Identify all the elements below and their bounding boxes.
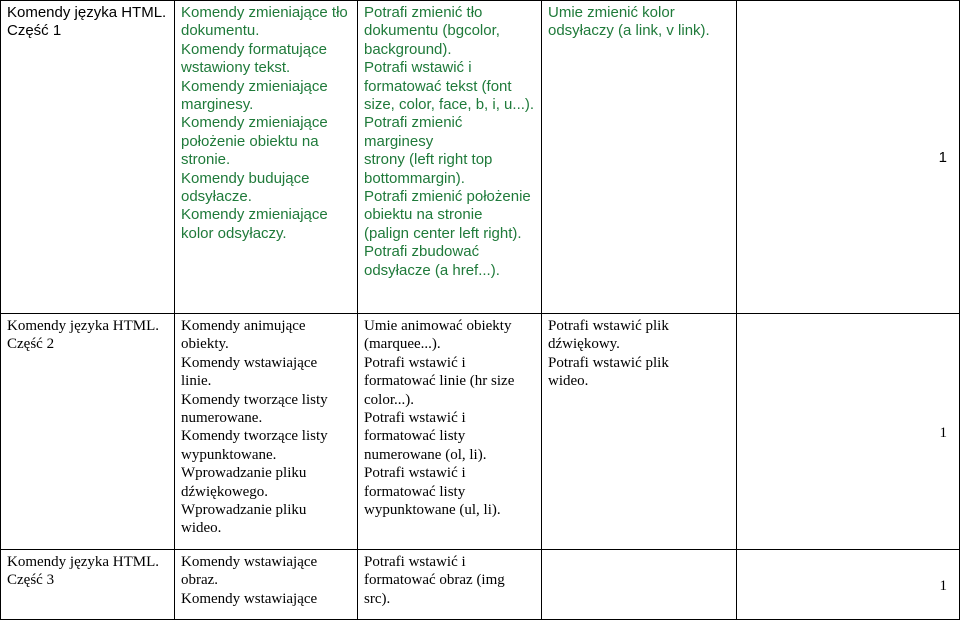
basic-requirements-cell: Umie animować obiekty (marquee...). Potrafi wstawić i formatować linie (hr size color...). Potrafi wstawić i formatować listy numerowane (ol, li). Potrafi wstawić i formatować listy wypunktowane (ul, li). <box>358 314 542 550</box>
topic-cell: Komendy języka HTML. Część 1 <box>1 1 175 314</box>
basic-requirements-cell: Potrafi wstawić i formatować obraz (img src). <box>358 550 542 620</box>
extended-requirements-cell <box>542 550 737 620</box>
topic-cell: Komendy języka HTML. Część 2 <box>1 314 175 550</box>
content-cell: Komendy zmieniające tło dokumentu. Komendy formatujące wstawiony tekst. Komendy zmieniające marginesy. Komendy zmieniające położenie obiektu na stronie. Komendy budujące odsyłacze. Komendy zmieniające kolor odsyłaczy. <box>175 1 358 314</box>
table-row <box>1 314 960 550</box>
table-row <box>1 550 960 620</box>
topic-cell: Komendy języka HTML. Część 3 <box>1 550 175 620</box>
hours-cell: 1 <box>737 314 960 550</box>
hours-cell: 1 <box>737 550 960 620</box>
hours-cell: 1 <box>737 1 960 314</box>
table-row <box>1 1 960 314</box>
extended-requirements-cell: Potrafi wstawić plik dźwiękowy. Potrafi wstawić plik wideo. <box>542 314 737 550</box>
basic-requirements-cell: Potrafi zmienić tło dokumentu (bgcolor, background). Potrafi wstawić i formatować tekst (font size, color, face, b, i, u...). Potrafi zmienić marginesy strony (left right top bottommargin). Potrafi zmienić położenie obiektu na stronie (palign center left right). Potrafi zbudować odsyłacze (a href...). <box>358 1 542 314</box>
content-cell: Komendy animujące obiekty. Komendy wstawiające linie. Komendy tworzące listy numerowane. Komendy tworzące listy wypunktowane. Wprowadzanie pliku dźwiękowego. Wprowadzanie pliku wideo. <box>175 314 358 550</box>
content-cell: Komendy wstawiające obraz. Komendy wstawiające <box>175 550 358 620</box>
extended-requirements-cell: Umie zmienić kolor odsyłaczy (a link, v link). <box>542 1 737 314</box>
